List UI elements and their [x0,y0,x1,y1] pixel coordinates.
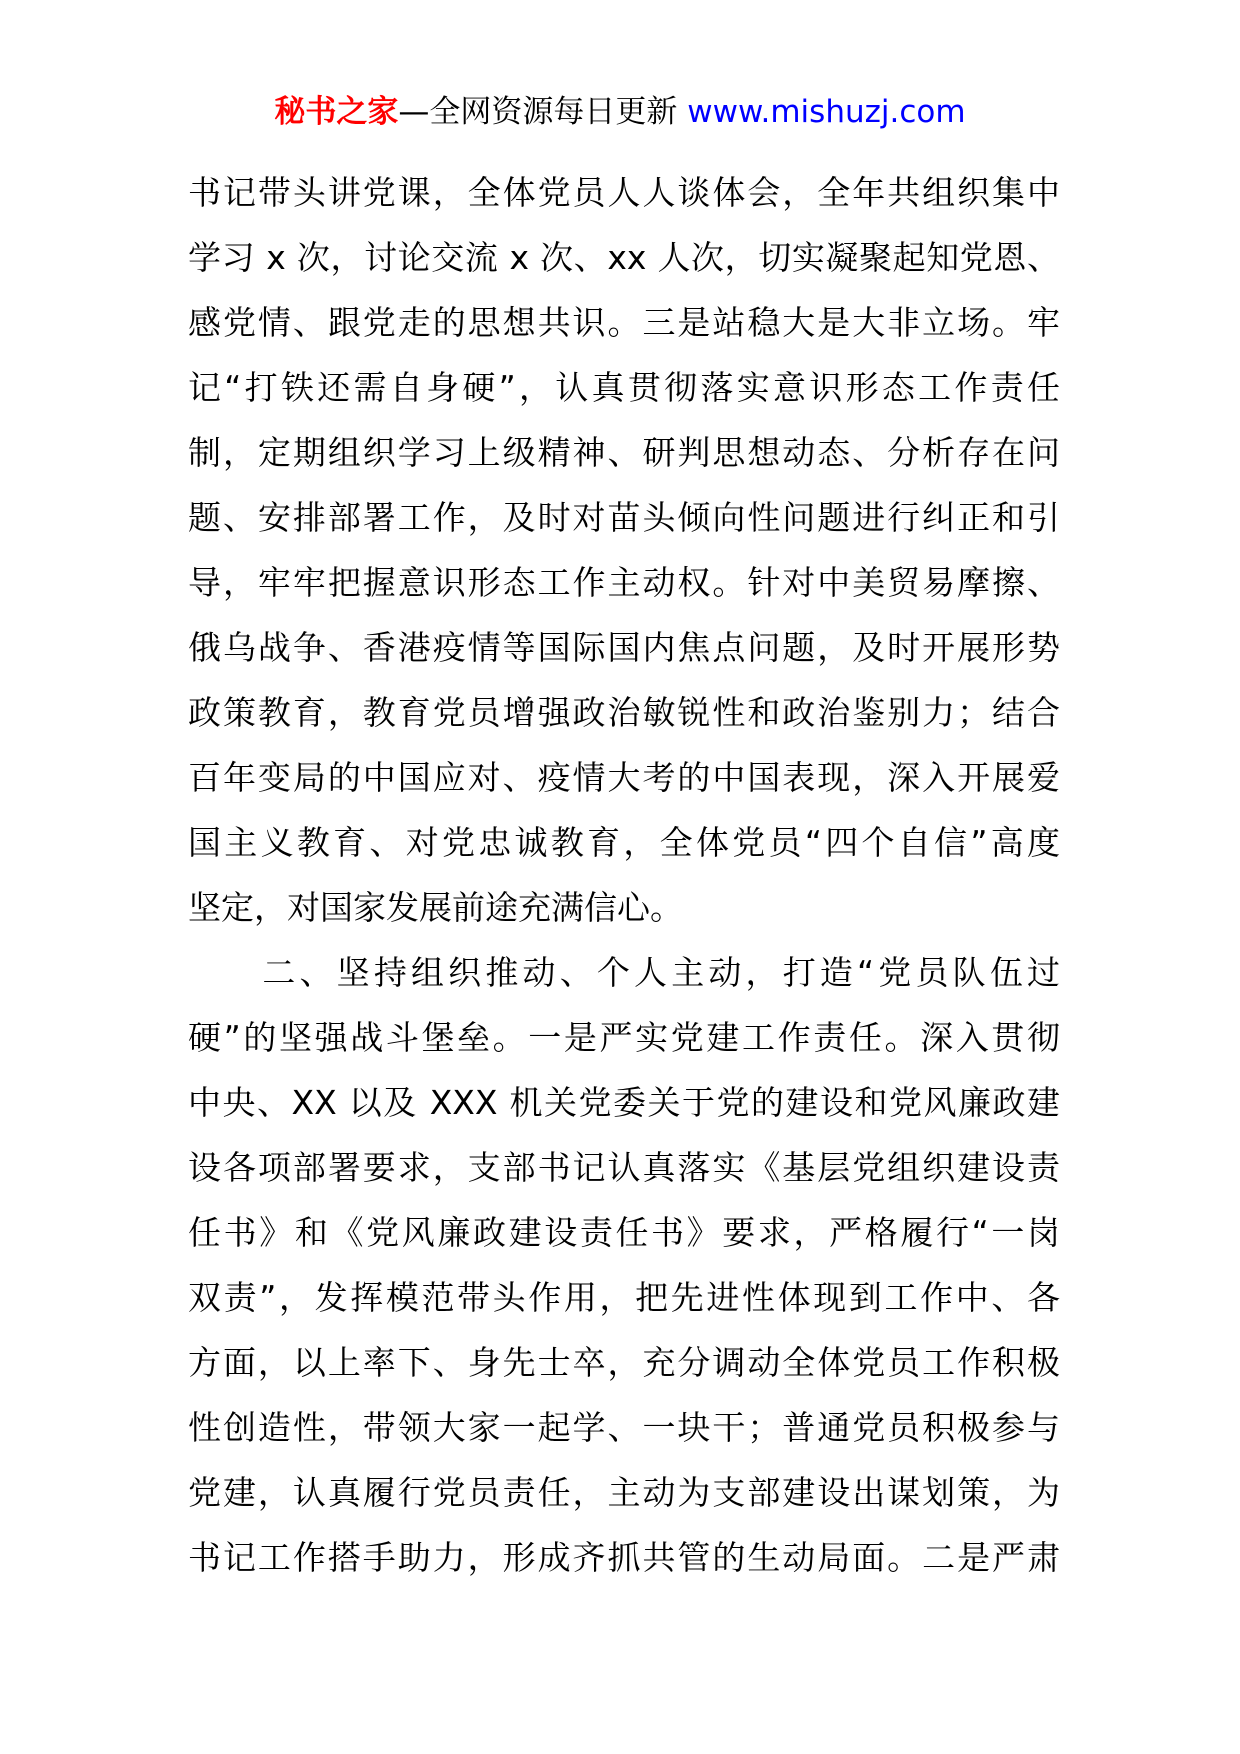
text-line: 百年变局的中国应对、疫情大考的中国表现，深入开展爱 [188,758,1060,797]
text-line: 中央、XX 以及 XXX 机关党委关于党的建设和党风廉政建 [188,1083,1060,1122]
paragraph-end-line: 坚定，对国家发展前途充满信心。 [188,888,683,927]
text-line: 书记工作搭手助力，形成齐抓共管的生动局面。二是严肃 [188,1538,1060,1577]
text-line: 记“打铁还需自身硬”，认真贯彻落实意识形态工作责任 [188,368,1060,407]
text-line: 书记带头讲党课，全体党员人人谈体会，全年共组织集中 [188,173,1060,212]
page-header [0,92,1240,132]
text-line: 双责”，发挥模范带头作用，把先进性体现到工作中、各 [188,1278,1060,1317]
text-line: 导，牢牢把握意识形态工作主动权。针对中美贸易摩擦、 [188,563,1060,602]
document-body [188,160,1060,1590]
text-line: 硬”的坚强战斗堡垒。一是严实党建工作责任。深入贯彻 [188,1018,1060,1057]
text-line: 方面，以上率下、身先士卒，充分调动全体党员工作积极 [188,1343,1060,1382]
brand-name: 秘书之家 [274,94,399,130]
header-tagline: —全网资源每日更新 [398,94,688,130]
website-url[interactable]: www.mishuzj.com [687,94,966,130]
text-line: 性创造性，带领大家一起学、一块干；普通党员积极参与 [188,1408,1060,1447]
text-line: 学习 x 次，讨论交流 x 次、xx 人次，切实凝聚起知党恩、 [188,238,1060,277]
section-heading-line: 二、坚持组织推动、个人主动，打造“党员队伍过 [188,953,1060,992]
text-line: 俄乌战争、香港疫情等国际国内焦点问题，及时开展形势 [188,628,1060,667]
text-line: 国主义教育、对党忠诚教育，全体党员“四个自信”高度 [188,823,1060,862]
text-line: 题、安排部署工作，及时对苗头倾向性问题进行纠正和引 [188,498,1060,537]
text-line: 感党情、跟党走的思想共识。三是站稳大是大非立场。牢 [188,303,1060,342]
text-line: 制，定期组织学习上级精神、研判思想动态、分析存在问 [188,433,1060,472]
text-line: 设各项部署要求，支部书记认真落实《基层党组织建设责 [188,1148,1060,1187]
text-line: 任书》和《党风廉政建设责任书》要求，严格履行“一岗 [188,1213,1060,1252]
text-line: 政策教育，教育党员增强政治敏锐性和政治鉴别力；结合 [188,693,1060,732]
text-line: 党建，认真履行党员责任，主动为支部建设出谋划策，为 [188,1473,1060,1512]
